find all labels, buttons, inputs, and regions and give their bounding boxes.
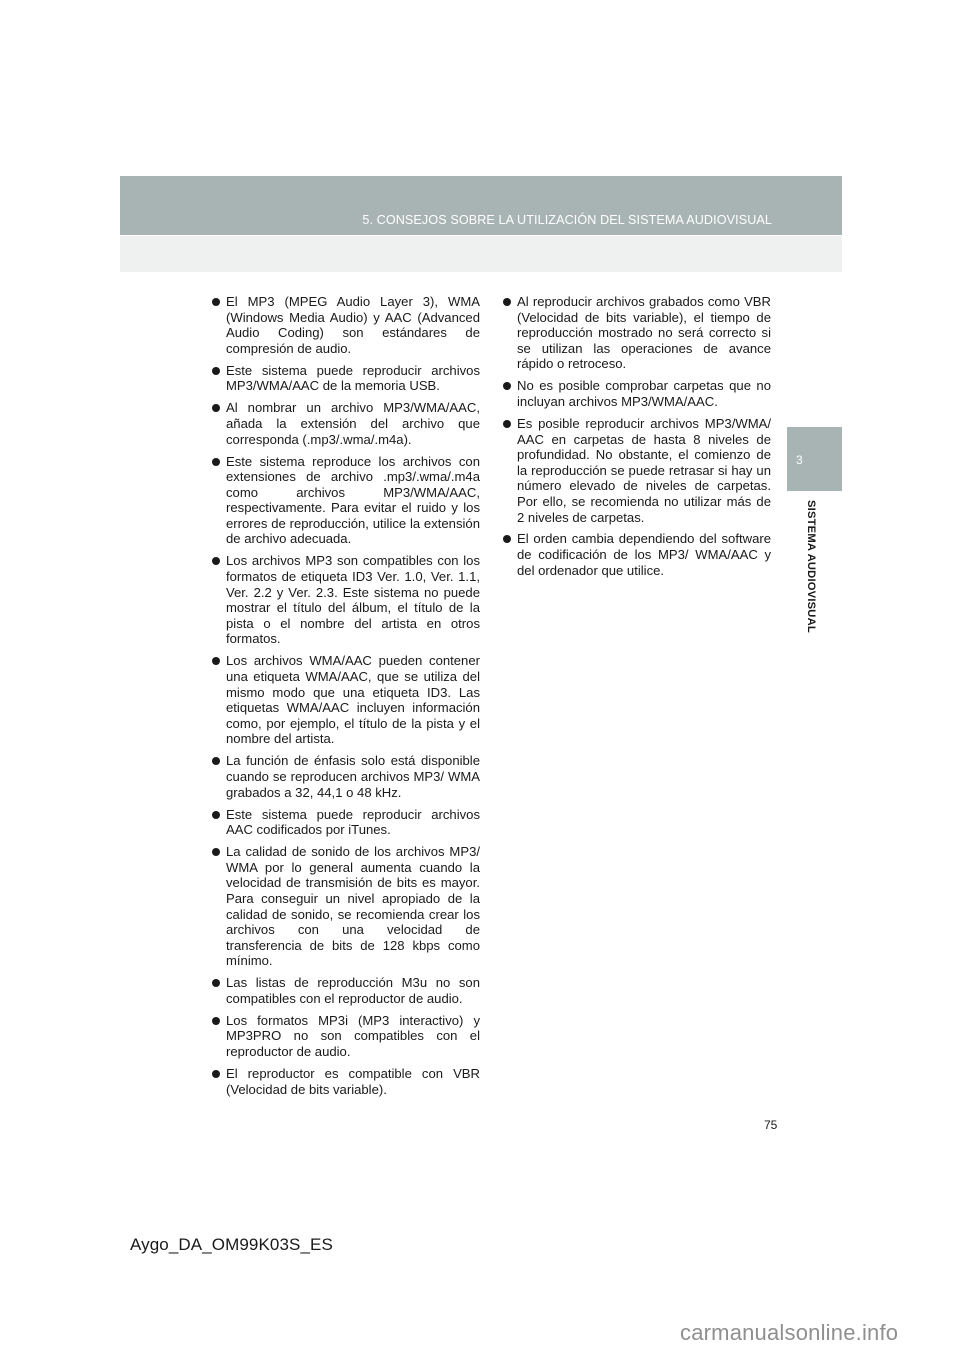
list-item (212, 844, 480, 969)
bullet-icon (212, 848, 220, 856)
bullet-text: Los archivos WMA/AAC pueden contener una etiqueta WMA/AAC, que se utiliza del mismo modo que una etiqueta ID3. Las etiquetas WMA/AAC incluyen información como, por ejemplo, el título de la pista y el nombre del artista. (226, 653, 480, 747)
header-sub-band (120, 236, 842, 272)
list-item (212, 1013, 480, 1060)
left-bullet-list (212, 294, 480, 1097)
section-title: 5. CONSEJOS SOBRE LA UTILIZACIÓN DEL SISTEMA AUDIOVISUAL (362, 213, 772, 227)
section-header-band (120, 176, 842, 235)
page-number: 75 (764, 1118, 778, 1132)
bullet-text: El orden cambia dependiendo del software de codificación de los MP3/ WMA/AAC y del ordenador que utilice. (517, 531, 771, 578)
bullet-icon (212, 557, 220, 565)
bullet-icon (212, 1017, 220, 1025)
list-item (212, 363, 480, 394)
bullet-text: El MP3 (MPEG Audio Layer 3), WMA (Windows Media Audio) y AAC (Advanced Audio Coding) son estándares de compresión de audio. (226, 294, 480, 356)
left-column (212, 294, 480, 1104)
bullet-text: Este sistema reproduce los archivos con extensiones de archivo .mp3/.wma/.m4a como archivos MP3/WMA/AAC, respectivamente. Para evitar el ruido y los errores de reproducción, utilice la extensión de archivo adecuada. (226, 453, 480, 547)
list-item (503, 531, 771, 578)
bullet-icon (212, 811, 220, 819)
bullet-text: La función de énfasis solo está disponible cuando se reproducen archivos MP3/ WMA grabados a 32, 44,1 o 48 kHz. (226, 753, 480, 800)
list-item (212, 553, 480, 647)
list-item (212, 454, 480, 548)
bullet-text: Los archivos MP3 son compatibles con los formatos de etiqueta ID3 Ver. 1.0, Ver. 1.1, Ver. 2.2 y Ver. 2.3. Este sistema no puede mostrar el título del álbum, el título de la pista o el nombre del artista en otros formatos. (226, 553, 480, 647)
bullet-icon (212, 404, 220, 412)
bullet-icon (503, 382, 511, 390)
chapter-tab (787, 427, 842, 491)
bullet-icon (212, 657, 220, 665)
bullet-icon (503, 420, 511, 428)
bullet-icon (212, 757, 220, 765)
bullet-text: Este sistema puede reproducir archivos MP3/WMA/AAC de la memoria USB. (226, 362, 480, 394)
bullet-text: El reproductor es compatible con VBR (Velocidad de bits variable). (226, 1066, 480, 1097)
bullet-icon (212, 458, 220, 466)
list-item (212, 1066, 480, 1097)
list-item (503, 294, 771, 372)
bullet-icon (503, 535, 511, 543)
list-item (212, 753, 480, 800)
bullet-text: Al reproducir archivos grabados como VBR (Velocidad de bits variable), el tiempo de reproducción mostrado no será correcto si se utilizan las operaciones de avance rápido o retroceso. (517, 294, 771, 372)
bullet-icon (212, 367, 220, 375)
chapter-number: 3 (796, 453, 803, 467)
bullet-text: Es posible reproducir archivos MP3/WMA/ AAC en carpetas de hasta 8 niveles de profundidad. No obstante, el comienzo de la reproducción se puede retrasar si hay un número elevado de niveles de carpetas. Por ello, se recomienda no utilizar más de 2 niveles de carpetas. (517, 415, 771, 525)
list-item (212, 975, 480, 1006)
right-column (503, 294, 771, 585)
bullet-text: No es posible comprobar carpetas que no incluyan archivos MP3/WMA/AAC. (517, 378, 771, 409)
document-code: Aygo_DA_OM99K03S_ES (130, 1235, 333, 1254)
bullet-text: La calidad de sonido de los archivos MP3/ WMA por lo general aumenta cuando la velocidad de transmisión de bits es mayor. Para conseguir un nivel apropiado de la calidad de sonido, se recomienda crear los archivos con una velocidad de transferencia de bits de 128 kbps como mínimo. (226, 844, 480, 969)
list-item (212, 807, 480, 838)
list-item (503, 416, 771, 525)
list-item (212, 294, 480, 356)
bullet-icon (212, 298, 220, 306)
bullet-icon (503, 298, 511, 306)
chapter-label: SISTEMA AUDIOVISUAL (805, 500, 817, 633)
bullet-icon (212, 979, 220, 987)
list-item (212, 653, 480, 747)
bullet-text: Al nombrar un archivo MP3/WMA/AAC, añada la extensión del archivo que corresponda (.mp3/.wma/.m4a). (226, 400, 480, 447)
bullet-icon (212, 1070, 220, 1078)
list-item (503, 378, 771, 409)
list-item (212, 400, 480, 447)
bullet-text: Las listas de reproducción M3u no son compatibles con el reproductor de audio. (226, 975, 480, 1006)
bullet-text: Los formatos MP3i (MP3 interactivo) y MP3PRO no son compatibles con el reproductor de audio. (226, 1012, 480, 1060)
right-bullet-list (503, 294, 771, 578)
bullet-text: Este sistema puede reproducir archivos AAC codificados por iTunes. (226, 806, 480, 838)
watermark: carmanualsonline.info (680, 1320, 899, 1345)
